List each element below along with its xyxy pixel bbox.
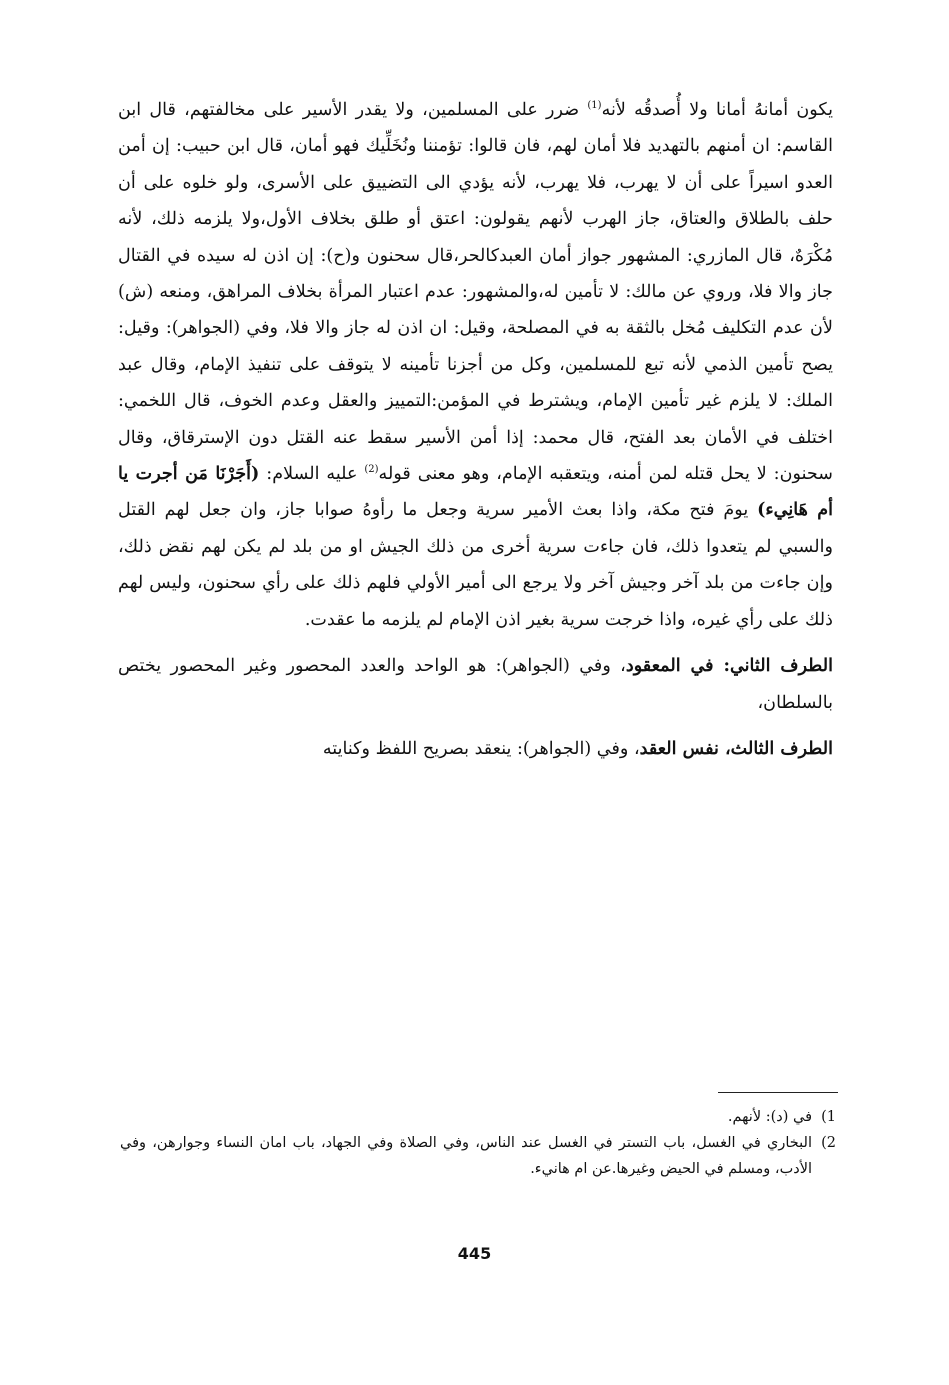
footnote-1 [120, 1104, 836, 1130]
footnotes [120, 1104, 836, 1182]
footnote-number: 2) [821, 1135, 836, 1151]
page-number: 445 [457, 1244, 492, 1263]
footnote-text: البخاري في الغسل، باب التستر في الغسل عند الناس، وفي الصلاة وفي الجهاد، باب امان النساء وجوارهن، وفي الأدب، ومسلم في الحيض وغيرها.عن ام هانيء. [120, 1135, 812, 1177]
footnote-ref-2: (2) [364, 464, 379, 476]
footnote-text: في (د): لأنهم. [727, 1109, 812, 1125]
footnote-2 [120, 1130, 836, 1182]
text-run: يومَ فتح مكة، واذا بعث الأمير سرية وجعل ما رأوهُ صوابا جاز، وان جعل لهم القتل والسبي لم يتعدوا ذلك، فان جاءت سرية أخرى من ذلك الجيش او من بلد لم يكن لهم نقض ذلك، وإن جاءت من بلد آخر وجيش آخر ولا يرجع الى أمير الأولي فلهم ذلك على رأي سحنون، وليس لهم ذلك على رأي غيره، واذا خرجت سرية بغير اذن الإمام لم يلزمه ما عقدت. [118, 500, 833, 630]
section-heading-third: الطرف الثالث، نفس العقد [639, 737, 833, 759]
paragraph-main [118, 92, 833, 638]
footnote-number: 1) [821, 1109, 836, 1125]
paragraph-third-part [118, 731, 833, 767]
text-run: يكون أمانهُ أمانا ولا أُصدقُه لأنه [601, 100, 833, 120]
hadith-quote: (أَجَرْنَا مَن أجرت يا أم هَانِيء) [118, 463, 834, 521]
text-run: ضرر على المسلمين، ولا يقدر الأسير على مخالفتهم، قال ابن القاسم: ان أمنهم بالتهديد فلا أمان لهم، فان قالوا: تؤمننا ونُخَلِّيك فهو أمان، قال ابن حبيب: إن أمن العدو اسيراً على أن لا يهرب، فلا يهرب، لأنه يؤدي الى التضييق على الأسرى، ولو خلوه على أن حلف بالطلاق والعتاق، جاز الهرب لأنهم يقولون: اعتق أو طلق بخلاف الأول،ولا يلزمه ذلك، لأنه مُكْرَهٌ، قال المازري: المشهور جواز أمان العبدكالحر،قال سحنون و(ح): إن اذن له سيده في القتال جاز والا فلا، وروي عن مالك: لا تأمين له،والمشهور: عدم اعتبار المرأة بخلاف المراهق، ومنعه (ش) لأن عدم التكليف مُخل بالثقة به في المصلحة، وقيل: ان اذن له جاز والا فلا، وفي (الجواهر): وقيل: يصح تأمين الذمي لأنه تبع للمسلمين، وكل من أجزنا تأمينه لا يتوقف على تنفيذ الإمام، وقال عبد الملك: لا يلزم غير تأمين الإمام، ويشترط في المؤمن:التمييز والعقل وعدم الخوف، قال اللخمي: اختلف في الأمان بعد الفتح، قال محمد: إذا أمن الأسير سقط عنه القتل دون الإسترقاق، وقال سحنون: لا يحل قتله لمن أمنه، ويتعقبه الإمام، وهو معنى قوله [118, 100, 833, 485]
body-text [118, 92, 833, 767]
footnote-ref-1: (1) [587, 100, 602, 112]
text-run: ، وفي (الجواهر): ينعقد بصريح اللفظ وكنايته [322, 738, 640, 759]
footnote-divider [718, 1092, 838, 1093]
section-heading-second: الطرف الثاني: في المعقود [625, 655, 833, 677]
paragraph-second-part [118, 648, 833, 721]
text-run: عليه السلام: [259, 464, 365, 485]
text-run: ، وفي (الجواهر): هو الواحد والعدد المحصور وغير المحصور يختص بالسلطان، [118, 656, 833, 713]
